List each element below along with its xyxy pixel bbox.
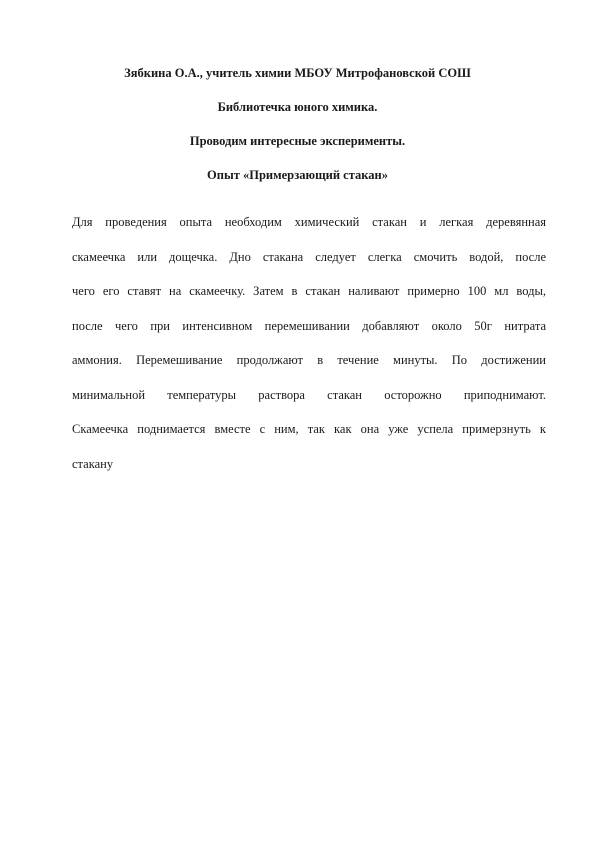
experiment-description — [72, 205, 546, 481]
paragraph-line: скамеечка или дощечка. Дно стакана следует слегка смочить водой, после — [72, 249, 546, 264]
document-header — [60, 66, 535, 202]
paragraph-line: Для проведения опыта необходим химический стакан и легкая деревянная — [72, 215, 546, 229]
paragraph-line: аммония. Перемешивание продолжают в течение минуты. По достижении — [72, 353, 546, 367]
series-title: Библиотечка юного химика. — [217, 100, 378, 114]
paragraph-line: после чего при интенсивном перемешивании добавляют около 50г нитрата — [72, 318, 546, 333]
paragraph-line: чего его ставят на скамеечку. Затем в стакан наливают примерно 100 мл воды, — [72, 284, 546, 298]
author-line: Зябкина О.А., учитель химии МБОУ Митрофановской СОШ — [124, 66, 471, 80]
section-title: Проводим интересные эксперименты. — [189, 134, 406, 148]
paragraph-line: стакану — [72, 456, 114, 471]
paragraph-line: Скамеечка поднимается вместе с ним, так как она уже успела примерзнуть к — [72, 422, 546, 436]
experiment-title: Опыт «Примерзающий стакан» — [207, 168, 388, 182]
paragraph-line: минимальной температуры раствора стакан осторожно приподнимают. — [72, 387, 546, 402]
